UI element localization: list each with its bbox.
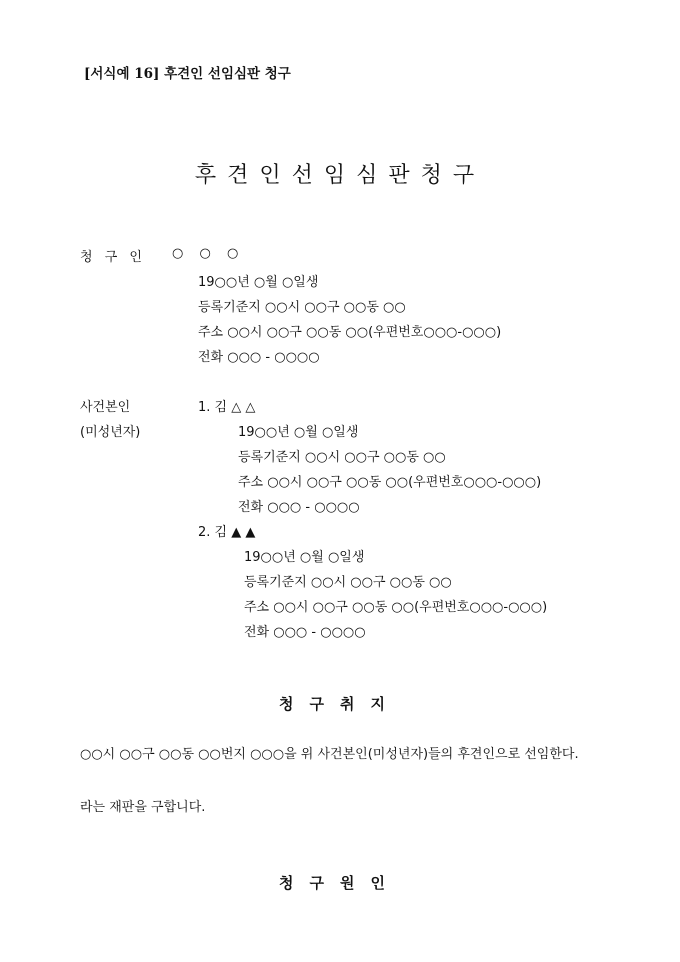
cause-title: 청구원인 (279, 874, 401, 892)
petitioner-name: ○ ○ ○ (172, 246, 245, 261)
petitioner-label: 청 구 인 (80, 250, 146, 265)
petitioner-birth: 19○○년 ○월 ○일생 (198, 275, 319, 290)
principal-2-birth: 19○○년 ○월 ○일생 (244, 550, 365, 565)
principal-label: 사건본인 (80, 400, 131, 415)
principal-1-phone: 전화 ○○○ - ○○○○ (238, 500, 360, 515)
principal-1-address: 주소 ○○시 ○○구 ○○동 ○○(우편번호○○○-○○○) (238, 475, 542, 490)
principal-1-domicile: 등록기준지 ○○시 ○○구 ○○동 ○○ (238, 450, 446, 465)
principal-2-domicile: 등록기준지 ○○시 ○○구 ○○동 ○○ (244, 575, 452, 590)
principal-2-header: 2. 김 ▲ ▲ (198, 525, 256, 540)
principal-2-phone: 전화 ○○○ - ○○○○ (244, 625, 366, 640)
petitioner-phone: 전화 ○○○ - ○○○○ (198, 350, 320, 365)
principal-sublabel: (미성년자) (80, 425, 141, 440)
document-title: 후견인선임심판청구 (194, 163, 486, 188)
purpose-title: 청구취지 (279, 695, 401, 713)
principal-2-address: 주소 ○○시 ○○구 ○○동 ○○(우편번호○○○-○○○) (244, 600, 548, 615)
principal-1-birth: 19○○년 ○월 ○일생 (238, 425, 359, 440)
purpose-closing: 라는 재판을 구합니다. (80, 800, 206, 815)
purpose-text: ○○시 ○○구 ○○동 ○○번지 ○○○을 위 사건본인(미성년자)들의 후견인으로 선임한다. (80, 747, 579, 762)
petitioner-domicile: 등록기준지 ○○시 ○○구 ○○동 ○○ (198, 300, 406, 315)
form-label: [서식예 16] 후견인 선임심판 청구 (84, 66, 291, 82)
principal-1-header: 1. 김 △ △ (198, 400, 256, 415)
petitioner-address: 주소 ○○시 ○○구 ○○동 ○○(우편번호○○○-○○○) (198, 325, 502, 340)
